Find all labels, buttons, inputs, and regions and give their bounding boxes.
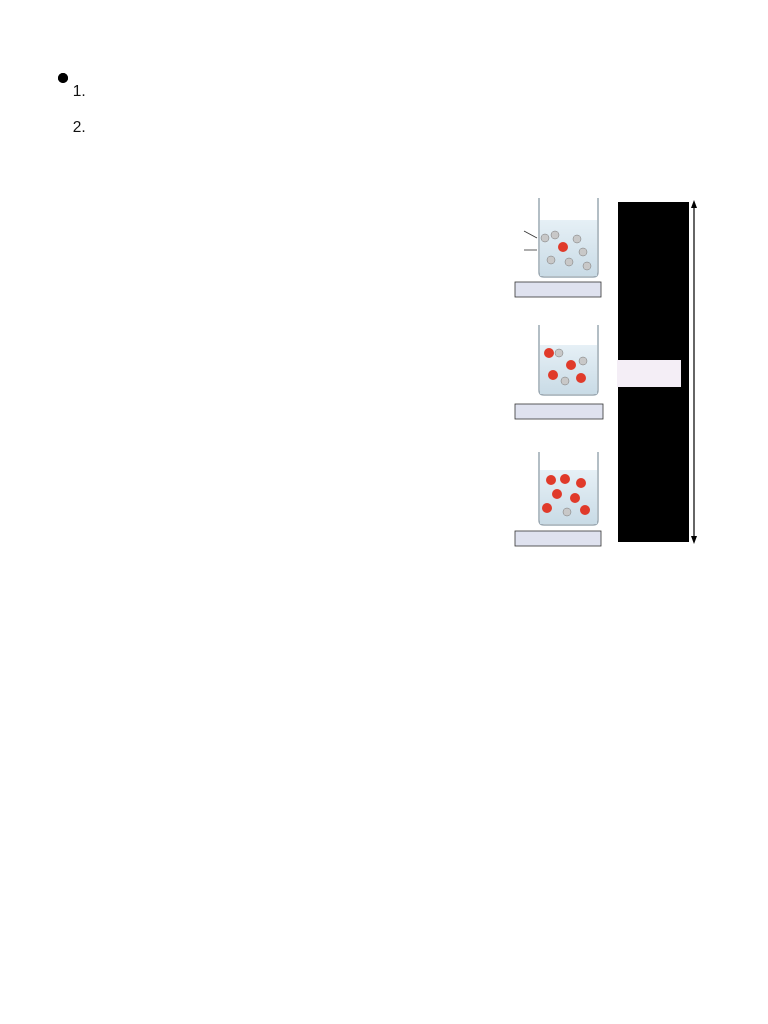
question-2 — [90, 118, 722, 138]
neutral-label-box — [515, 404, 603, 419]
bullet-dot — [58, 73, 68, 83]
question-1 — [90, 82, 722, 102]
ph-scale-diagram — [497, 180, 725, 570]
neutral-box — [617, 360, 681, 387]
leader-line — [524, 231, 537, 238]
arrow-up-icon — [691, 200, 697, 208]
ph-scale-figure — [497, 180, 725, 570]
acidic-label-box — [515, 282, 601, 297]
basic-label-box — [515, 531, 601, 546]
document-page — [46, 46, 722, 154]
questions-list — [46, 82, 722, 138]
arrow-down-icon — [691, 536, 697, 544]
